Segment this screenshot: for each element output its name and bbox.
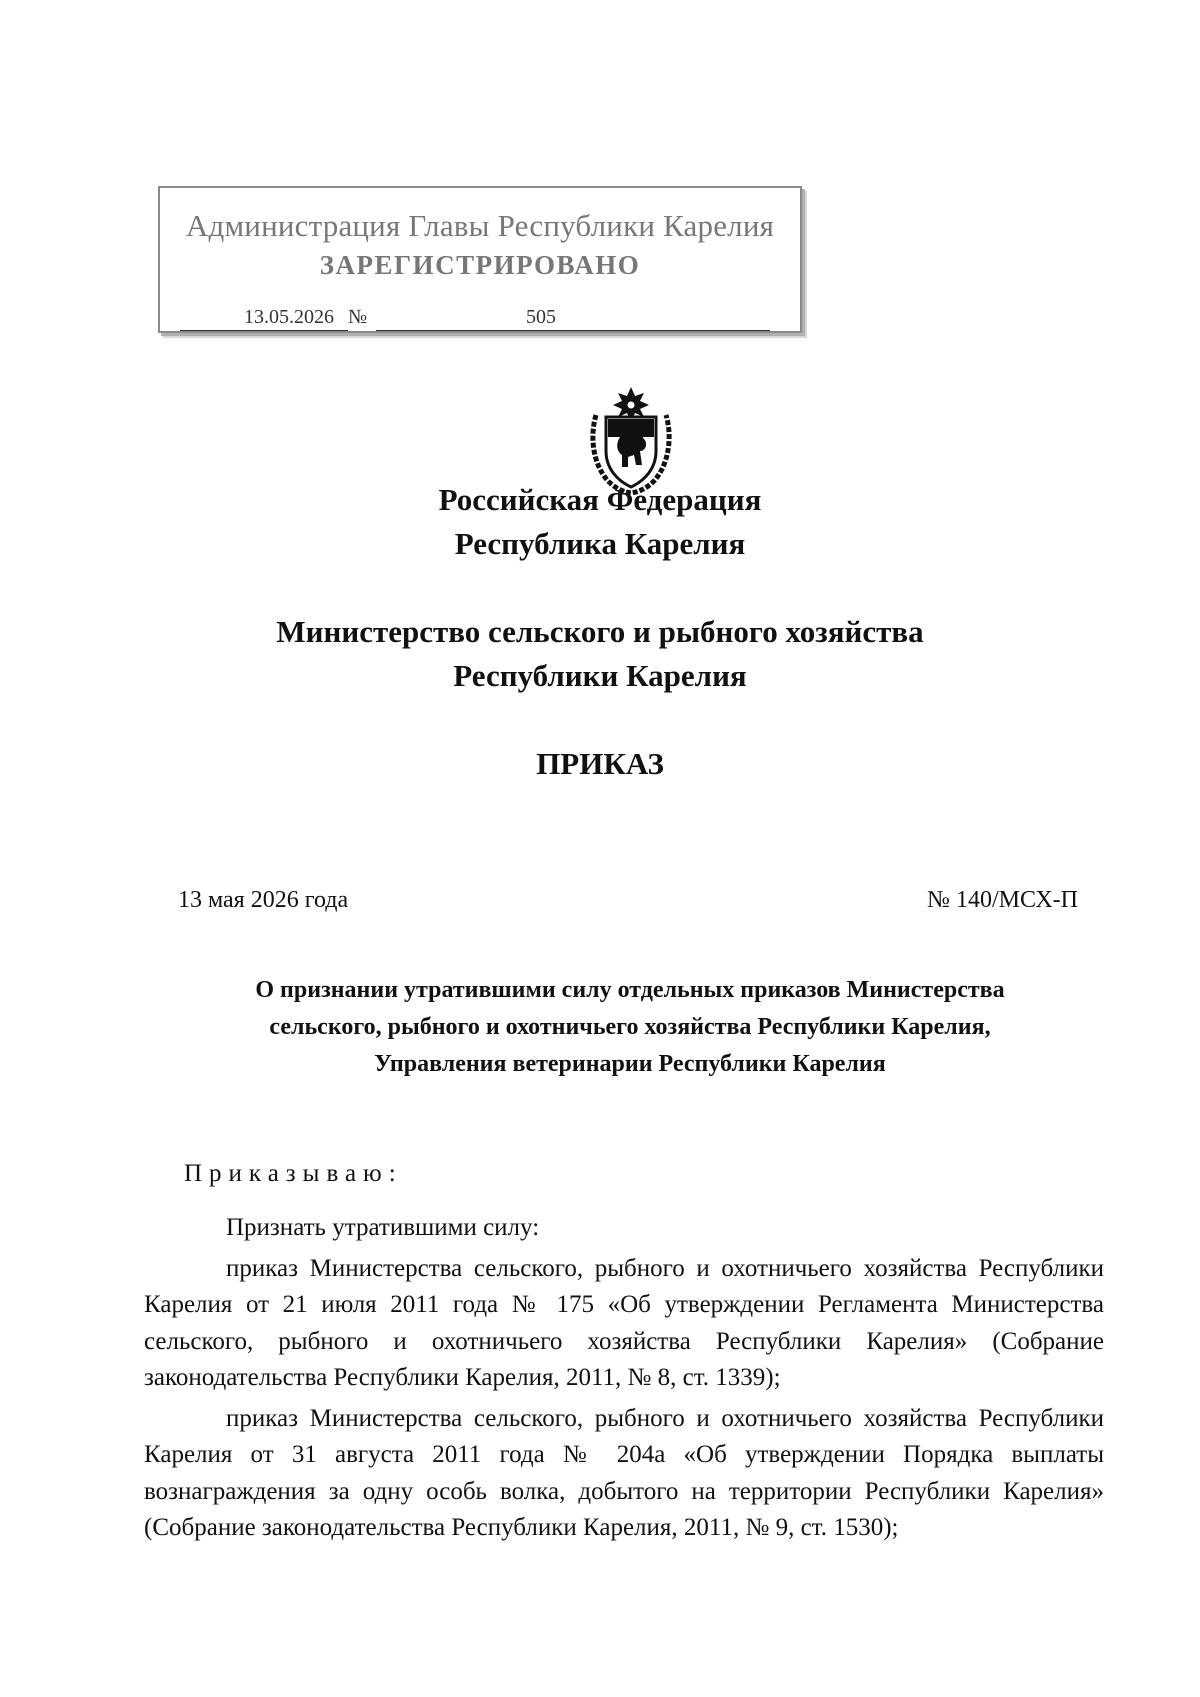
body-item: приказ Министерства сельского, рыбного и охотничьего хозяйства Республики Карелия от 21 июля 2011 года № 175 «Об утверждении Регламента Министерства сельского, рыбного и охотничьего хозяйства Республики Карелия» (Собрание законодательства Республики Карелия, 2011, № 8, ст. 1339); (144, 1254, 1104, 1391)
stamp-date: 13.05.2026 (180, 305, 348, 331)
subject-line: О признании утратившими силу отдельных приказов Министерства (255, 977, 1005, 1003)
ministry-heading-line2: Республики Карелия (453, 658, 747, 693)
document-type: ПРИКАЗ (536, 746, 664, 781)
body-item: приказ Министерства сельского, рыбного и охотничьего хозяйства Республики Карелия от 31 августа 2011 года № 204а «Об утверждении Порядка выплаты вознаграждения за одну особь волка, добытого на территории Республики Карелия» (Собрание законодательства Республики Карелия, 2011, № 9, ст. 1530); (144, 1404, 1104, 1541)
stamp-number: 505 (376, 305, 770, 331)
order-body (144, 1210, 1104, 1551)
order-date: 13 мая 2026 года (178, 887, 349, 913)
stamp-status: ЗАРЕГИСТРИРОВАНО (319, 250, 641, 280)
subject-line: Управления ветеринарии Республики Карелия (374, 1051, 886, 1077)
body-intro: Признать утратившими силу: (226, 1214, 540, 1241)
order-command: Приказываю: (184, 1160, 403, 1187)
country-heading: Российская Федерация (438, 482, 762, 517)
stamp-title: Администрация Главы Республики Карелия (185, 208, 775, 243)
order-number: № 140/МСХ-П (927, 887, 1078, 913)
order-subject (150, 972, 1110, 1083)
ministry-heading-line1: Министерство сельского и рыбного хозяйства (276, 614, 924, 649)
region-heading: Республика Карелия (454, 526, 746, 561)
stamp-number-label: № (348, 306, 368, 328)
registration-stamp (158, 186, 802, 333)
subject-line: сельского, рыбного и охотничьего хозяйства Республики Карелия, (269, 1014, 991, 1040)
